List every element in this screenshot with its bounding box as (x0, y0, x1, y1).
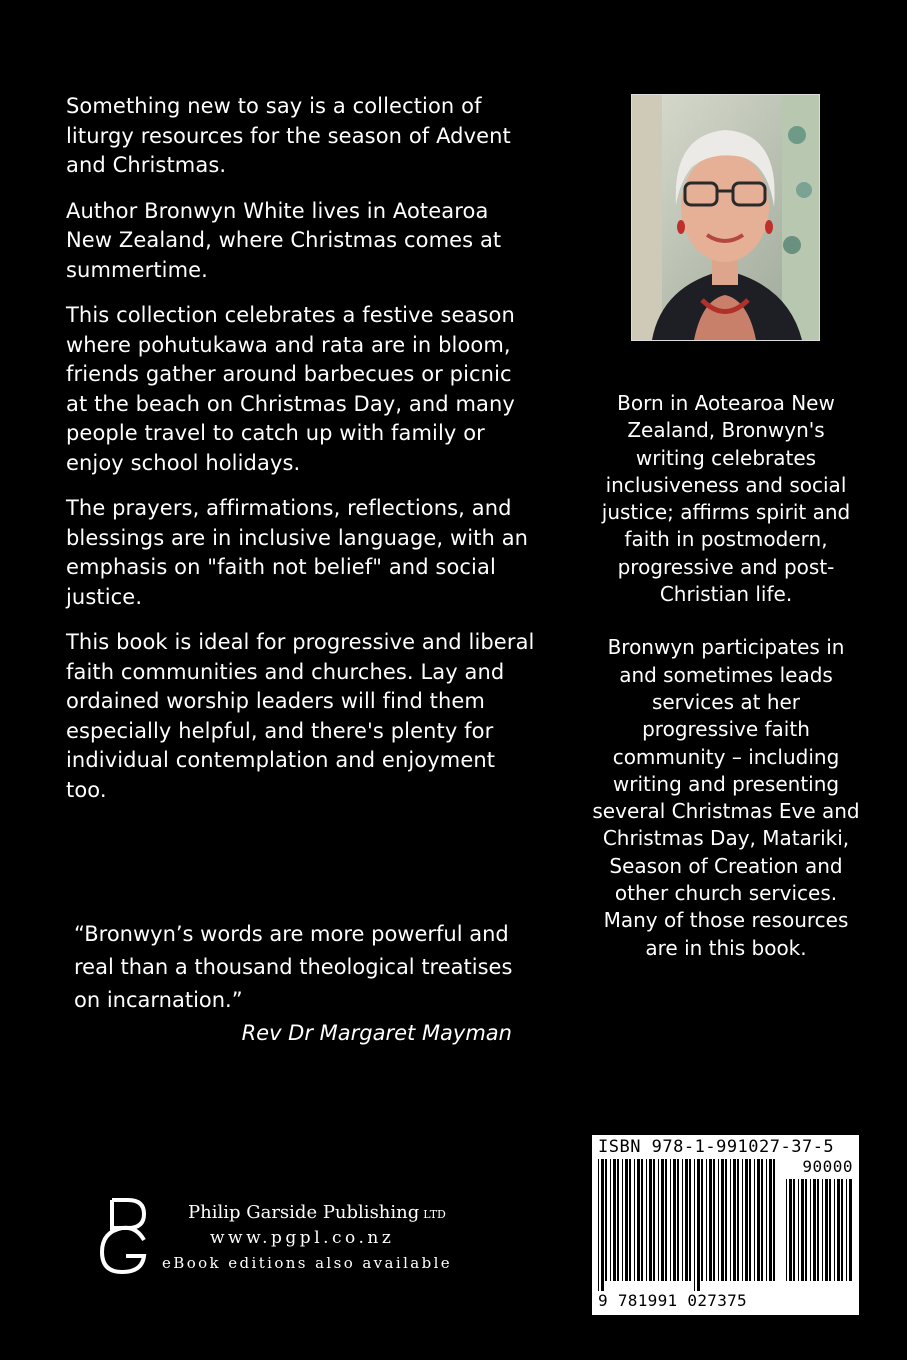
addon-barcode-bars (786, 1179, 852, 1291)
quote-text: “Bronwyn’s words are more powerful and real than a thousand theological treatises on incarnation.” (74, 922, 513, 1012)
barcode-bar (697, 1159, 700, 1291)
barcode-bar (725, 1159, 727, 1281)
barcode-bar (701, 1159, 703, 1281)
barcode-bar (649, 1159, 652, 1281)
barcode-bar (665, 1159, 667, 1281)
barcode-bar (754, 1159, 755, 1281)
barcode-bar (733, 1159, 736, 1281)
barcode-bar (786, 1179, 787, 1281)
barcode-bar (829, 1179, 831, 1281)
barcode-bar (661, 1159, 664, 1281)
description-paragraph-2: Author Bronwyn White lives in Aotearoa New Zealand, where Christmas comes at summertime. (66, 198, 502, 282)
barcode-bar (653, 1159, 655, 1281)
barcode-bar (677, 1159, 679, 1281)
barcode-bar (825, 1179, 828, 1281)
bio-paragraph-1: Born in Aotearoa New Zealand, Bronwyn's writing celebrates inclusiveness and social justice; affirms spirit and faith in postmodern, progressive and post-Christian life. (601, 391, 851, 607)
barcode-bar (737, 1159, 739, 1281)
barcode-bar (610, 1159, 611, 1281)
description-paragraph-3: This collection celebrates a festive season where pohutukawa and rata are in bloom, friends gather around barbecues or picnic at the beach on Christmas Day, and many people travel to catch up with family or enjoy school holidays. (66, 303, 515, 475)
barcode-bar (837, 1179, 840, 1281)
barcode-bar (641, 1159, 643, 1281)
barcode-bar (773, 1159, 775, 1281)
barcode-bar (634, 1159, 635, 1281)
ebook-note: eBook editions also available (162, 1254, 453, 1272)
publisher-name: Philip Garside Publishing LTD (188, 1202, 446, 1223)
barcode-bar (846, 1179, 847, 1281)
barcode-bar (670, 1159, 671, 1281)
barcode-bar (813, 1179, 816, 1281)
publisher-block (98, 1196, 498, 1286)
barcode-bar (749, 1159, 751, 1281)
barcode-bar (798, 1179, 799, 1281)
barcode-bar (766, 1159, 767, 1281)
price-addon-number: 90000 (802, 1157, 853, 1176)
barcode-bar (709, 1159, 712, 1281)
barcode-bar (629, 1159, 631, 1281)
barcode-bar (761, 1159, 763, 1281)
ean-number: 9 781991 027375 (598, 1291, 747, 1310)
barcode-bar (769, 1159, 772, 1281)
barcode-bar (822, 1179, 823, 1281)
barcode-bar (625, 1159, 628, 1281)
barcode-bar (689, 1159, 691, 1281)
barcode-bar (801, 1179, 804, 1281)
barcode-bar (617, 1159, 619, 1281)
author-bio (592, 390, 860, 988)
bio-paragraph-2: Bronwyn participates in and sometimes leads services at her progressive faith community – including writing and presenting several Christmas Eve and Christmas Day, Matariki, Season of Creation and other church services. Many of those resources are in this book. (592, 635, 860, 960)
barcode-bar (757, 1159, 760, 1281)
barcode-bar (622, 1159, 623, 1281)
isbn-barcode (592, 1135, 859, 1315)
ean-barcode-bars (598, 1159, 780, 1291)
author-portrait-icon (632, 95, 819, 340)
barcode-bar (834, 1179, 835, 1281)
barcode-bar (793, 1179, 795, 1281)
barcode-bar (805, 1179, 807, 1281)
barcode-bar (742, 1159, 743, 1281)
book-description (66, 92, 536, 821)
barcode-bar (721, 1159, 724, 1281)
barcode-bar (646, 1159, 647, 1281)
barcode-bar (817, 1179, 819, 1281)
barcode-bar (613, 1159, 616, 1281)
barcode-bar (730, 1159, 731, 1281)
barcode-bar (789, 1179, 792, 1281)
barcode-bar (810, 1179, 811, 1281)
barcode-bar (598, 1159, 599, 1291)
barcode-bar (706, 1159, 707, 1281)
barcode-bar (718, 1159, 719, 1281)
barcode-bar (601, 1159, 604, 1291)
quote-author: Rev Dr Margaret Mayman (241, 1021, 512, 1045)
barcode-bar (745, 1159, 748, 1281)
barcode-bar (637, 1159, 640, 1281)
description-paragraph-4: The prayers, affirmations, reflections, and blessings are in inclusive language, with an emphasis on "faith not belief" and social justice. (66, 496, 529, 609)
endorsement-quote (74, 918, 534, 1050)
publisher-url: www.pgpl.co.nz (210, 1228, 395, 1248)
barcode-bar (605, 1159, 607, 1281)
barcode-bar (685, 1159, 688, 1281)
publisher-suffix: LTD (423, 1208, 446, 1221)
barcode-bar (841, 1179, 843, 1281)
barcode-bar (673, 1159, 676, 1281)
author-photo (631, 94, 820, 341)
isbn-number: ISBN 978-1-991027-37-5 (598, 1137, 835, 1157)
description-paragraph-5: This book is ideal for progressive and liberal faith communities and churches. Lay and ordained worship leaders will find them especially helpful, and there's plenty for individual contemplation and enjoyment too. (66, 630, 535, 802)
barcode-bar (658, 1159, 659, 1281)
barcode-bar (682, 1159, 683, 1281)
barcode-bar (713, 1159, 715, 1281)
barcode-bar (694, 1159, 695, 1291)
description-paragraph-1: Something new to say is a collection of liturgy resources for the season of Advent and Christmas. (66, 94, 511, 177)
barcode-bar (849, 1179, 852, 1281)
publisher-logo-icon (98, 1196, 158, 1276)
